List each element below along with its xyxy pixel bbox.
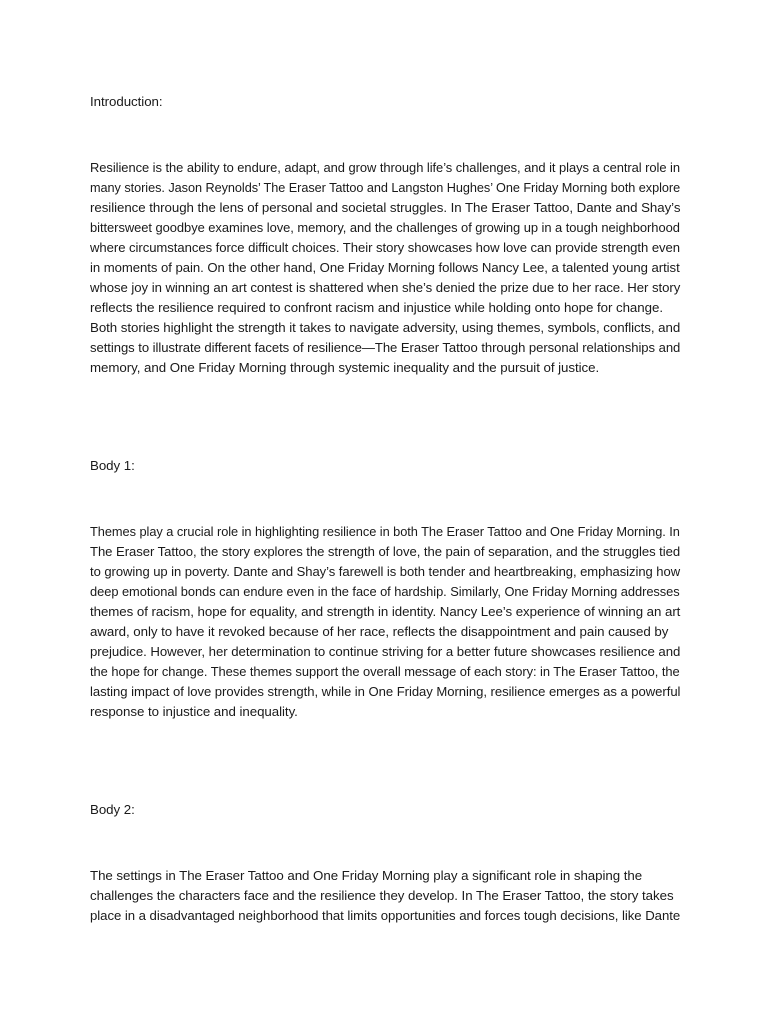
- intro-line: Both stories highlight the strength it takes to navigate adversity, using themes, symbols, conflicts, and: [90, 320, 681, 335]
- body1-line: Themes play a crucial role in highlighting resilience in both The Eraser Tattoo and One Friday Morning. In: [90, 524, 680, 539]
- body1-line: response to injustice and inequality.: [90, 704, 298, 719]
- intro-line: where circumstances force difficult choices. Their story showcases how love can provide strength even: [90, 240, 681, 255]
- intro-line: settings to illustrate different facets of resilience—The Eraser Tattoo through personal relationships and: [90, 340, 681, 355]
- body1-line: The Eraser Tattoo, the story explores the strength of love, the pain of separation, and the struggles tied: [90, 544, 681, 559]
- intro-line: bittersweet goodbye examines love, memory, and the challenges of growing up in a tough neighborhood: [90, 220, 680, 235]
- body2-line: challenges the characters face and the resilience they develop. In The Eraser Tattoo, the story takes: [90, 888, 674, 903]
- intro-line: Resilience is the ability to endure, adapt, and grow through life’s challenges, and it plays a central role in: [90, 160, 681, 175]
- body1-line: prejudice. However, her determination to continue striving for a better future showcases resilience and: [90, 644, 681, 659]
- intro-heading: Introduction:: [90, 94, 163, 109]
- body1-line: to growing up in poverty. Dante and Shay’s farewell is both tender and heartbreaking, emphasizing how: [90, 564, 681, 579]
- intro-line: whose joy in winning an art contest is shattered when she’s denied the prize due to her race. Her story: [90, 280, 681, 295]
- body1-line: themes of racism, hope for equality, and strength in identity. Nancy Lee’s experience of winning an art: [90, 604, 681, 619]
- body1-line: lasting impact of love provides strength, while in One Friday Morning, resilience emerges as a powerful: [90, 684, 681, 699]
- body1-line: award, only to have it revoked because of her race, reflects the disappointment and pain caused by: [90, 624, 669, 639]
- body1-line: deep emotional bonds can endure even in the face of hardship. Similarly, One Friday Morning addresses: [90, 584, 680, 599]
- body2-line: place in a disadvantaged neighborhood that limits opportunities and forces tough decisions, like Dante: [90, 908, 681, 923]
- body2-heading: Body 2:: [90, 802, 135, 817]
- intro-line: in moments of pain. On the other hand, One Friday Morning follows Nancy Lee, a talented young artist: [90, 260, 680, 275]
- intro-line: reflects the resilience required to confront racism and injustice while holding onto hope for change.: [90, 300, 663, 315]
- intro-line: memory, and One Friday Morning through systemic inequality and the pursuit of justice.: [90, 360, 600, 375]
- body1-line: the hope for change. These themes support the overall message of each story: in The Eraser Tattoo, the: [90, 664, 680, 679]
- body1-heading: Body 1:: [90, 458, 135, 473]
- intro-line: resilience through the lens of personal and societal struggles. In The Eraser Tattoo, Dante and Shay’s: [90, 200, 681, 215]
- intro-line: many stories. Jason Reynolds’ The Eraser Tattoo and Langston Hughes’ One Friday Morning both explore: [90, 180, 681, 195]
- body2-line: The settings in The Eraser Tattoo and One Friday Morning play a significant role in shaping the: [90, 868, 643, 883]
